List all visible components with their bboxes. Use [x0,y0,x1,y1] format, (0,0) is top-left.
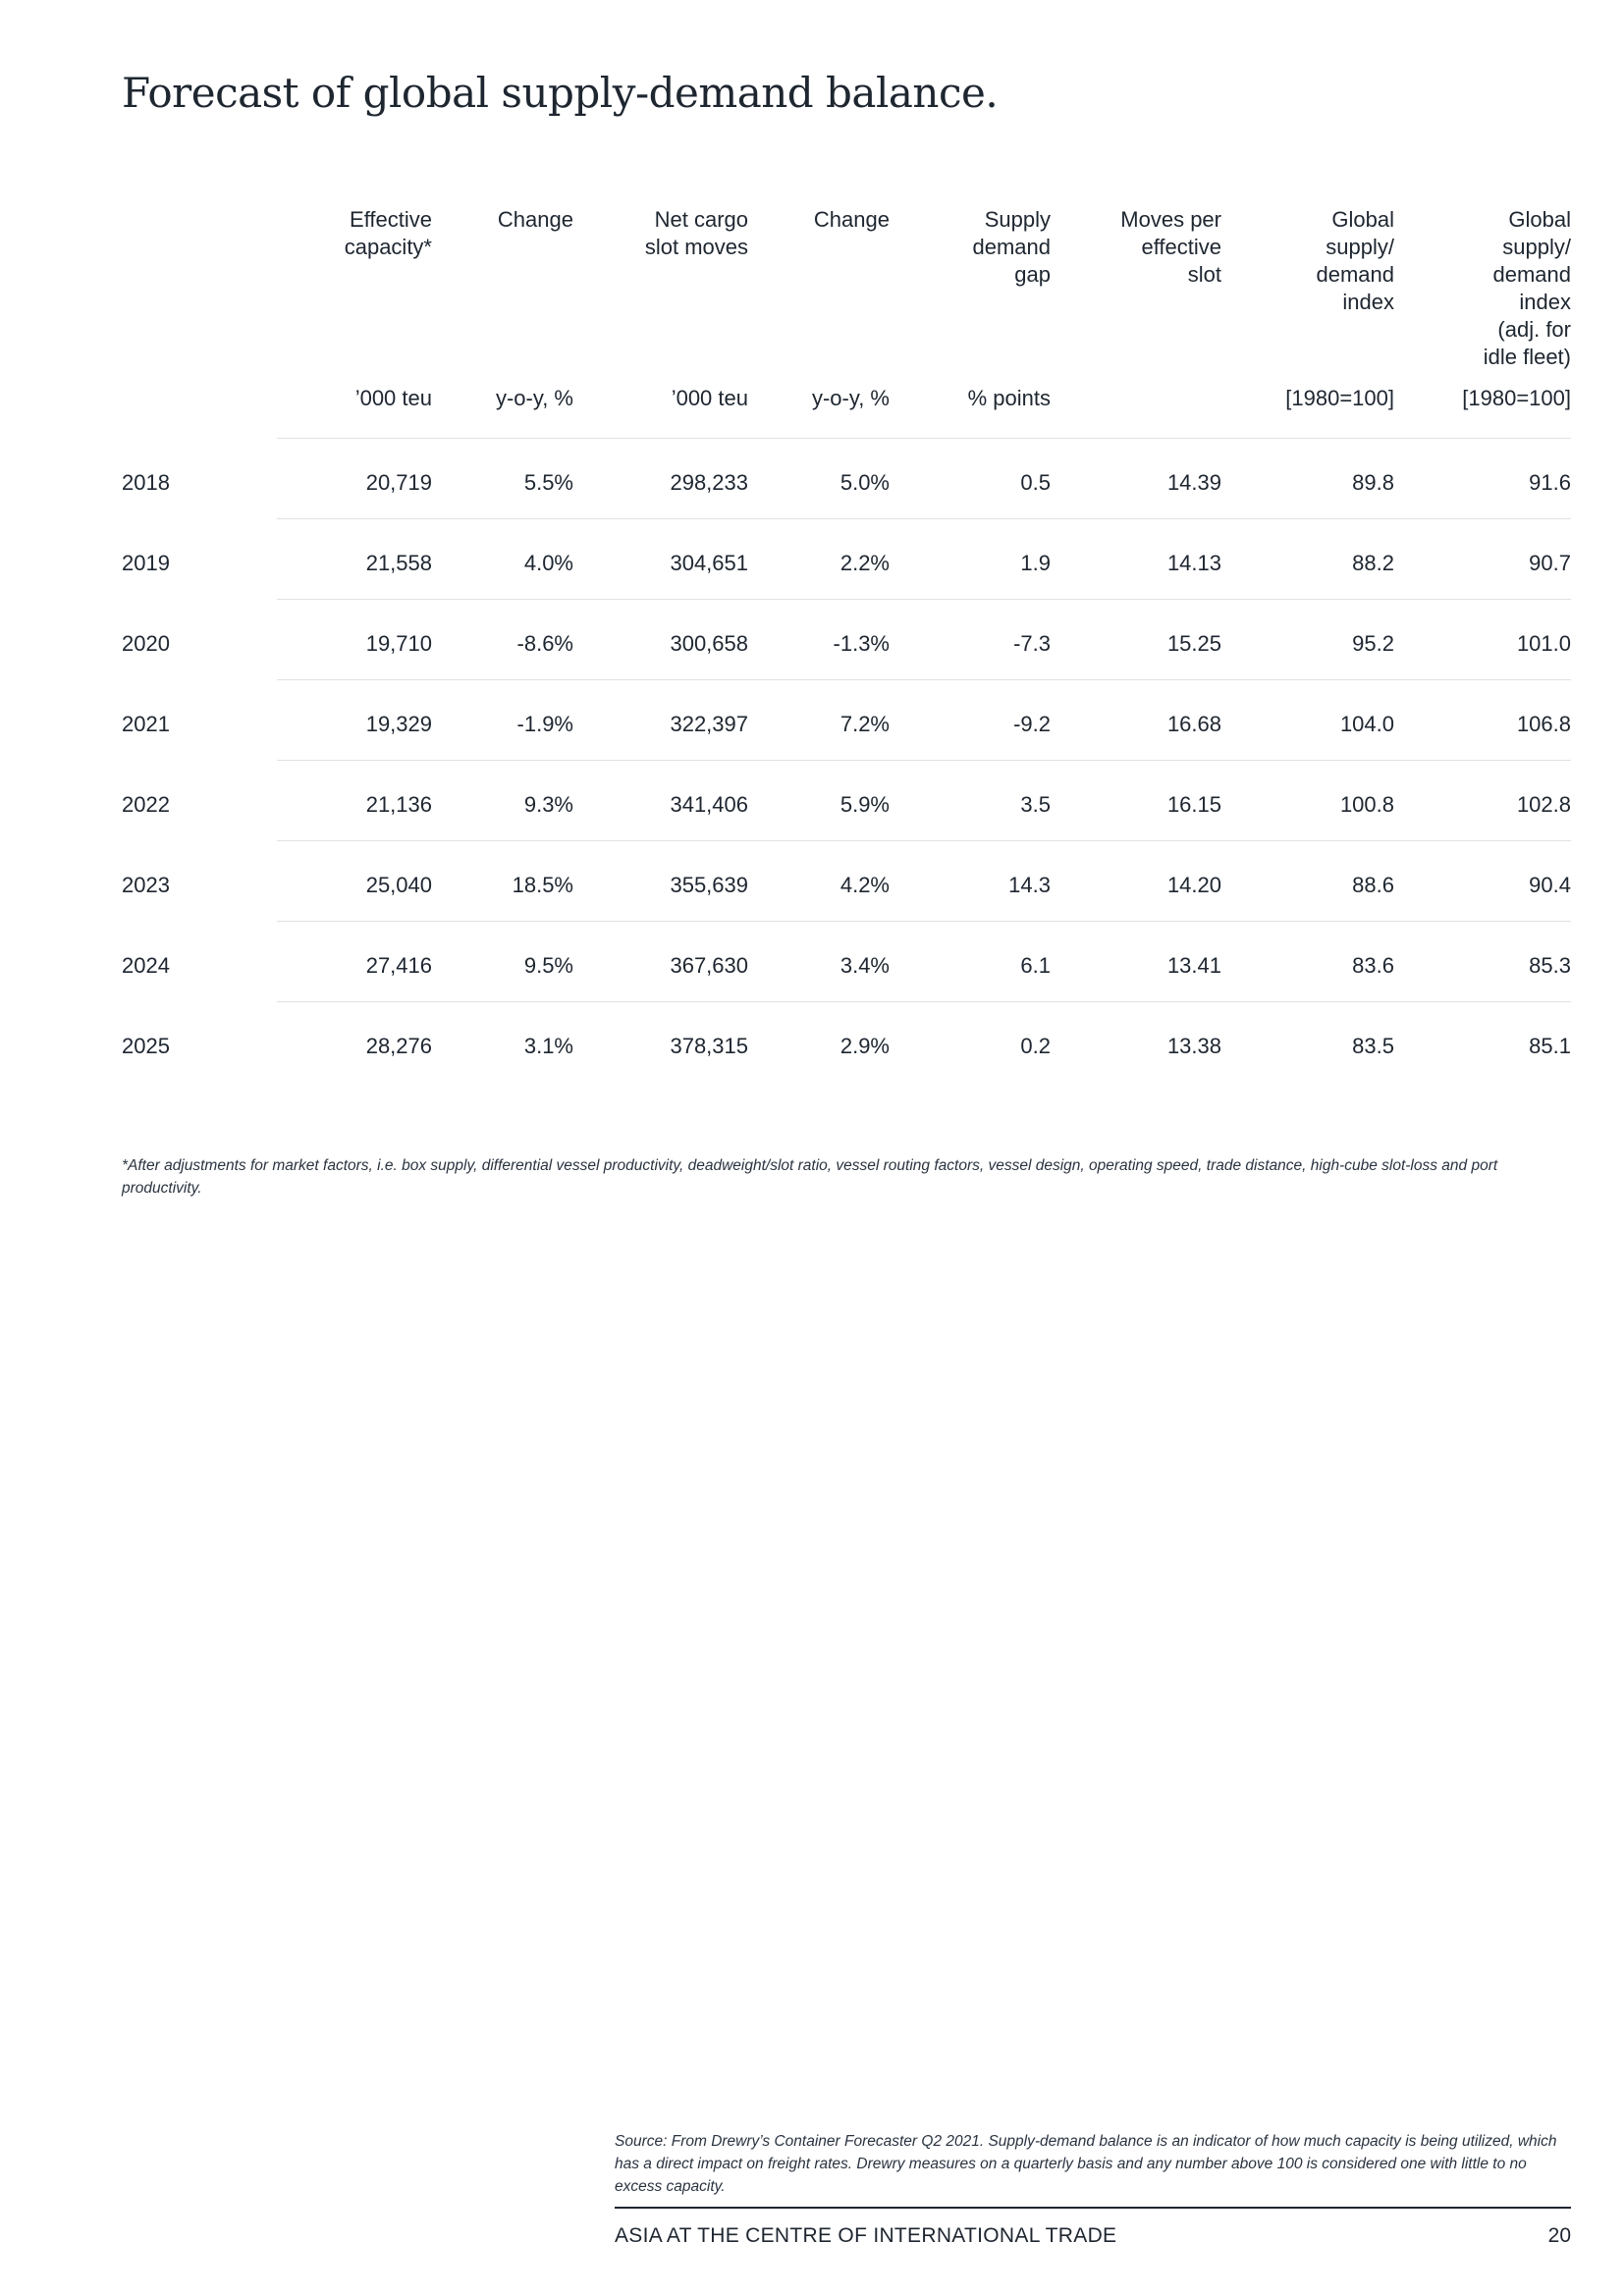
table-cell: 91.6 [1529,470,1571,495]
table-cell: 9.3% [523,792,573,817]
table-cell: 3.4% [839,953,890,978]
column-header-line: Effective [350,207,432,232]
column-header-line: gap [1014,262,1051,287]
table-cell: 90.4 [1529,873,1571,897]
column-header-line: slot [1187,262,1221,287]
table-cell: -9.2 [1013,712,1051,736]
table-cell: 83.5 [1352,1034,1394,1058]
table-cell: 27,416 [365,953,432,978]
table-cell: -7.3 [1013,631,1051,656]
table-cell: 25,040 [365,873,432,897]
column-unit: y-o-y, % [495,386,573,410]
column-unit: ’000 teu [671,386,748,410]
table-cell: 21,558 [365,551,432,575]
row-divider [277,438,1571,439]
row-divider [277,840,1571,841]
table-cell: 3.5 [1020,792,1051,817]
column-unit: % points [967,386,1051,410]
table-cell: 304,651 [670,551,748,575]
table-cell: 0.5 [1020,470,1051,495]
column-header-line: Global [1331,207,1394,232]
column-unit: ’000 teu [354,386,432,410]
column-unit: [1980=100] [1462,386,1571,410]
column-header-line: index [1342,290,1394,314]
table-cell: 4.0% [523,551,573,575]
table-cell: 83.6 [1352,953,1394,978]
table-cell: 298,233 [670,470,748,495]
table-cell: 14.13 [1166,551,1221,575]
row-year: 2019 [122,551,170,575]
table-cell: -1.3% [833,631,890,656]
running-title: ASIA AT THE CENTRE OF INTERNATIONAL TRADE [615,2224,1117,2247]
column-header-line: demand [1492,262,1571,287]
table-cell: -8.6% [516,631,573,656]
row-year: 2020 [122,631,170,656]
source-note: Source: From Drewry’s Container Forecaster Q2 2021. Supply-demand balance is an indicator of how much capacity is being utilized, which has a direct impact on freight rates. Drewry measures on a quarterly basis and any number above 100 is considered one with little to no excess capacity. [615,2133,1557,2195]
table-cell: 1.9 [1020,551,1051,575]
table-cell: 18.5% [512,873,573,897]
column-unit: y-o-y, % [811,386,890,410]
table-cell: 14.20 [1166,873,1221,897]
table-cell: 9.5% [523,953,573,978]
row-divider [277,599,1571,600]
column-header-line: Net cargo [654,207,748,232]
table-cell: -1.9% [516,712,573,736]
row-divider [277,1001,1571,1002]
table-cell: 341,406 [670,792,748,817]
column-header-line: supply/ [1326,235,1394,259]
table-cell: 95.2 [1352,631,1394,656]
column-header [1055,206,1221,289]
row-year: 2024 [122,953,170,978]
table-cell: 85.3 [1529,953,1571,978]
table-cell: 88.2 [1352,551,1394,575]
table-cell: 106.8 [1516,712,1571,736]
column-header-line: Change [497,207,573,232]
column-header-line: index [1519,290,1571,314]
column-header-line: (adj. for [1497,317,1571,342]
column-header-line: demand [1316,262,1394,287]
table-cell: 300,658 [670,631,748,656]
table-cell: 322,397 [670,712,748,736]
column-header-line: supply/ [1502,235,1571,259]
table-cell: 13.41 [1166,953,1221,978]
column-header-line: Global [1508,207,1571,232]
table-cell: 378,315 [670,1034,748,1058]
row-divider [277,760,1571,761]
table-cell: 14.3 [1008,873,1051,897]
table-cell: 5.5% [523,470,573,495]
column-header [406,206,573,234]
row-year: 2018 [122,470,170,495]
table-cell: 2.2% [839,551,890,575]
table-cell: 16.68 [1166,712,1221,736]
column-header-line: Change [813,207,890,232]
table-cell: 367,630 [670,953,748,978]
column-header [1227,206,1394,316]
table-cell: 2.9% [839,1034,890,1058]
table-cell: 16.15 [1166,792,1221,817]
table-cell: 102.8 [1516,792,1571,817]
row-year: 2021 [122,712,170,736]
footer-divider [615,2207,1571,2209]
column-header-line: Moves per [1120,207,1221,232]
table-cell: 3.1% [523,1034,573,1058]
column-header-line: idle fleet) [1483,345,1571,369]
table-cell: 5.9% [839,792,890,817]
column-header [884,206,1051,289]
table-cell: 28,276 [365,1034,432,1058]
table-cell: 21,136 [365,792,432,817]
row-divider [277,518,1571,519]
table-cell: 13.38 [1166,1034,1221,1058]
table-cell: 7.2% [839,712,890,736]
row-year: 2022 [122,792,170,817]
table-cell: 90.7 [1529,551,1571,575]
table-cell: 89.8 [1352,470,1394,495]
table-cell: 5.0% [839,470,890,495]
column-header [1404,206,1571,371]
table-cell: 101.0 [1516,631,1571,656]
column-header-line: demand [972,235,1051,259]
table-cell: 19,329 [365,712,432,736]
table-cell: 100.8 [1339,792,1394,817]
column-header-line: effective [1141,235,1221,259]
column-header-line: Supply [984,207,1051,232]
table-footnote: *After adjustments for market factors, i.e. box supply, differential vessel productivity, deadweight/slot ratio, vessel routing factors, vessel design, operating speed, trade distance, high-cube slot-loss and port productivity. [122,1157,1498,1197]
page-number: 20 [1547,2224,1571,2247]
column-header [723,206,890,234]
table-cell: 6.1 [1020,953,1051,978]
table-cell: 4.2% [839,873,890,897]
table-cell: 20,719 [365,470,432,495]
column-unit: [1980=100] [1285,386,1394,410]
column-header-line: slot moves [644,235,748,259]
table-cell: 15.25 [1166,631,1221,656]
column-header-line: capacity* [344,235,432,259]
page-title: Forecast of global supply-demand balance. [122,69,999,117]
table-cell: 88.6 [1352,873,1394,897]
row-divider [277,921,1571,922]
table-cell: 85.1 [1529,1034,1571,1058]
row-divider [277,679,1571,680]
table-cell: 104.0 [1339,712,1394,736]
table-cell: 355,639 [670,873,748,897]
row-year: 2023 [122,873,170,897]
row-year: 2025 [122,1034,170,1058]
table-cell: 19,710 [365,631,432,656]
table-cell: 14.39 [1166,470,1221,495]
table-cell: 0.2 [1020,1034,1051,1058]
